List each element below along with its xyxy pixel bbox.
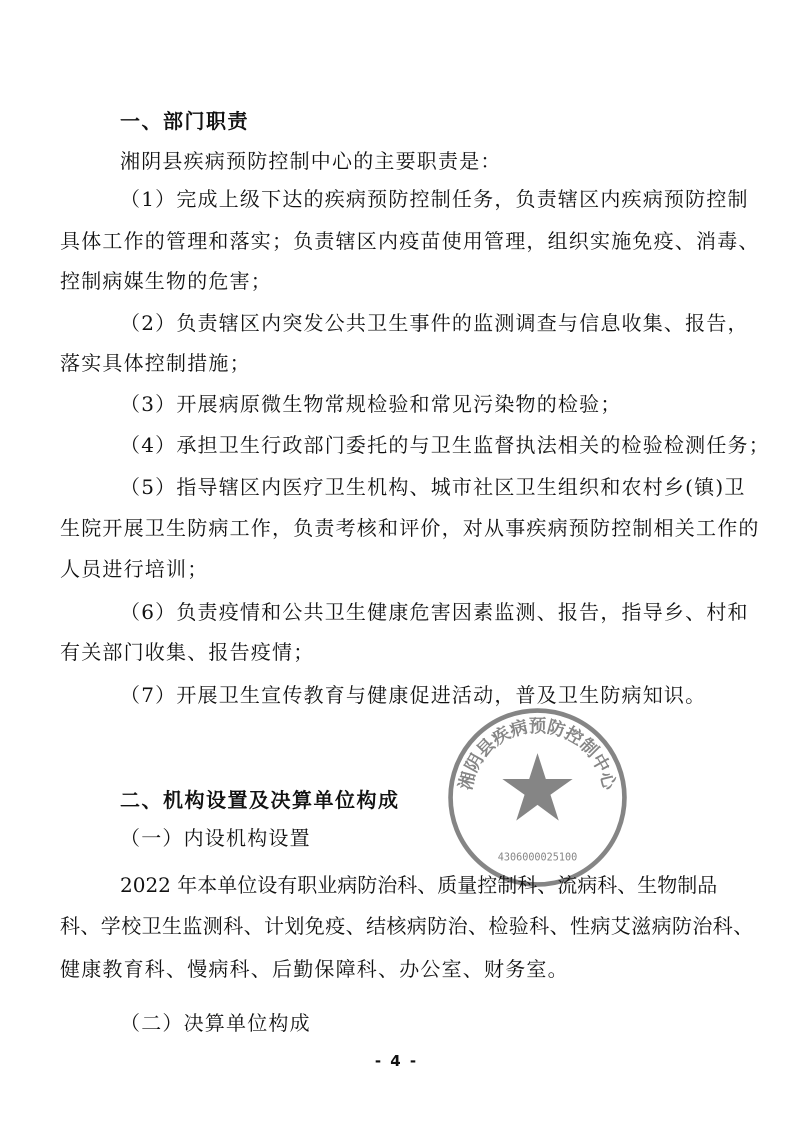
org-paragraph-line-3: 健康教育科、慢病科、后勤保障科、办公室、财务室。 xyxy=(60,957,569,981)
seal-star-icon xyxy=(502,753,572,821)
duty-item-2-line-2: 落实具体控制措施； xyxy=(60,351,251,375)
seal-ring-text: 湘阴县疾病预防控制中心 xyxy=(456,716,619,792)
duty-item-7: （7）开展卫生宣传教育与健康促进活动，普及卫生防病知识。 xyxy=(120,683,707,707)
subsection-2-heading: （二）决算单位构成 xyxy=(120,1011,311,1035)
duty-item-1-line-3: 控制病媒生物的危害； xyxy=(60,269,272,293)
seal-code: 4306000025100 xyxy=(497,852,578,864)
duty-item-3: （3）开展病原微生物常规检验和常见污染物的检验； xyxy=(120,392,622,416)
duty-item-1-line-2: 具体工作的管理和落实；负责辖区内疫苗使用管理，组织实施免疫、消毒、 xyxy=(60,229,760,253)
duty-item-1-line-1: （1）完成上级下达的疾病预防控制任务，负责辖区内疾病预防控制 xyxy=(120,187,749,211)
duty-item-6-line-1: （6）负责疫情和公共卫生健康危害因素监测、报告，指导乡、村和 xyxy=(120,600,749,624)
duty-item-2-line-1: （2）负责辖区内突发公共卫生事件的监测调查与信息收集、报告， xyxy=(120,311,749,335)
intro-text: 湘阴县疾病预防控制中心的主要职责是： xyxy=(120,149,502,173)
duty-item-5-line-2: 生院开展卫生防病工作，负责考核和评价，对从事疾病预防控制相关工作的 xyxy=(60,516,760,540)
duty-item-4: （4）承担卫生行政部门委托的与卫生监督执法相关的检验检测任务； xyxy=(120,433,770,457)
subsection-1-heading: （一）内设机构设置 xyxy=(120,826,311,850)
duty-item-5-line-3: 人员进行培训； xyxy=(60,557,209,581)
duty-item-5-line-1: （5）指导辖区内医疗卫生机构、城市社区卫生组织和农村乡(镇)卫 xyxy=(120,475,746,499)
page-number: - 4 - xyxy=(374,1052,419,1070)
official-seal xyxy=(445,705,630,890)
org-paragraph-line-1 xyxy=(120,871,768,899)
section-2-heading: 二、机构设置及决算单位构成 xyxy=(120,788,400,812)
org-paragraph-line-2: 科、学校卫生监测科、计划免疫、结核病防治、检验科、性病艾滋病防治科、 xyxy=(60,914,754,938)
org-paragraph-line-1-text: 2022 年本单位设有职业病防治科、质量控制科、流病科、生物制品 xyxy=(120,873,718,897)
section-1-heading: 一、部门职责 xyxy=(120,109,249,133)
duty-item-6-line-2: 有关部门收集、报告疫情； xyxy=(60,640,315,664)
